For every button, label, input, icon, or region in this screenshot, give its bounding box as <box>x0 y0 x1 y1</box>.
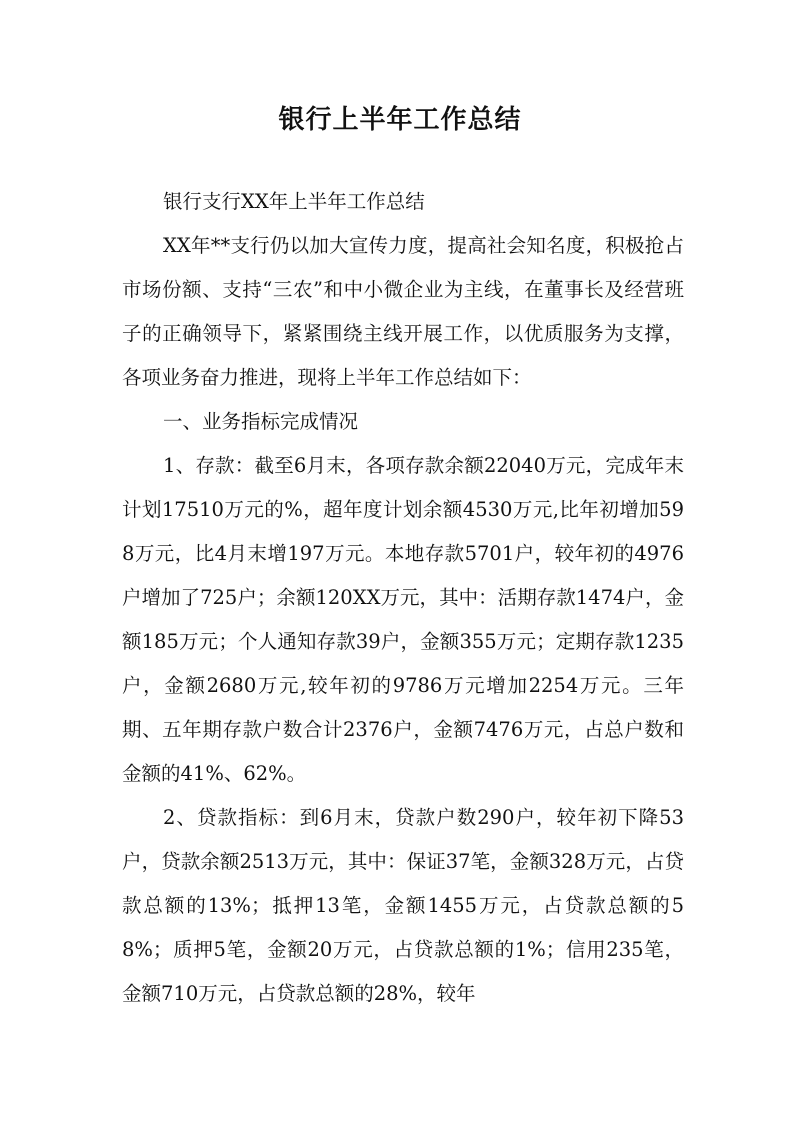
paragraph-intro: XX年**支行仍以加大宣传力度，提高社会知名度，积极抢占市场份额、支持“三农”和中小微企业为主线，在董事长及经营班子的正确领导下，紧紧围绕主线开展工作，以优质服务为支撑，各项业务奋力推进，现将上半年工作总结如下： <box>122 234 684 389</box>
paragraph-loans: 2、贷款指标：到6月末，贷款户数290户，较年初下降53户，贷款余额2513万元，其中：保证37笔，金额328万元，占贷款总额的13%；抵押13笔，金额1455万元，占贷款总额的58%；质押5笔，金额20万元，占贷款总额的1%；信用235笔，金额710万元，占贷款总额的28%，较年 <box>122 806 684 1005</box>
paragraph-deposits: 1、存款：截至6月末，各项存款余额22040万元，完成年末计划17510万元的%，超年度计划余额4530万元,比年初增加598万元，比4月末增197万元。本地存款5701户，较年初的4976户增加了725户；余额120XX万元，其中：活期存款1474户，金额185万元；个人通知存款39户，金额355万元；定期存款1235户，金额2680万元,较年初的9786万元增加2254万元。三年期、五年期存款户数合计2376户，金额7476万元，占总户数和金额的41%、62%。 <box>122 454 684 785</box>
section-heading: 一、业务指标完成情况 <box>163 410 359 433</box>
paragraph-subtitle: 银行支行XX年上半年工作总结 <box>163 190 425 213</box>
document-title: 银行上半年工作总结 <box>278 105 522 135</box>
document-body <box>122 180 684 1016</box>
